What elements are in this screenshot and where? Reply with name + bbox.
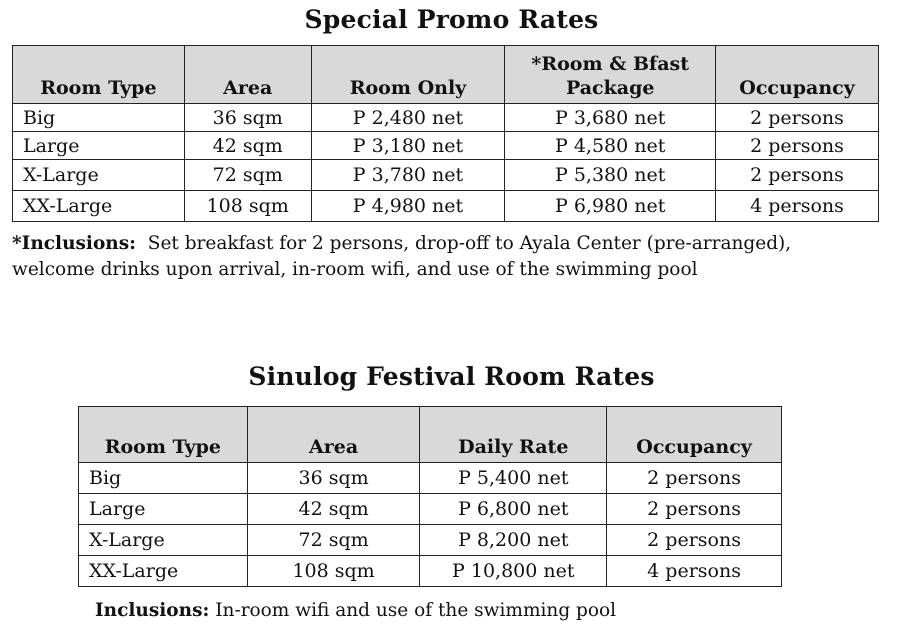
cell-package: P 6,980 net: [505, 191, 716, 222]
cell-area: 108 sqm: [184, 191, 311, 222]
sinulog-inclusions-note: [95, 598, 616, 624]
cell-room-type: XX-Large: [13, 191, 185, 222]
table-row: [13, 104, 879, 132]
cell-daily-rate: P 5,400 net: [420, 463, 607, 494]
cell-room-only: P 3,180 net: [311, 132, 505, 160]
sinulog-title: Sinulog Festival Room Rates: [248, 362, 655, 391]
cell-room-type: Large: [79, 494, 248, 525]
cell-occupancy: 4 persons: [716, 191, 879, 222]
col-header-occupancy: Occupancy: [607, 407, 782, 463]
col-header-area: Area: [247, 407, 420, 463]
inclusions-text: welcome drinks upon arrival, in-room wifi, and use of the swimming pool: [12, 259, 698, 280]
cell-room-type: Big: [13, 104, 185, 132]
cell-occupancy: 2 persons: [716, 132, 879, 160]
cell-area: 42 sqm: [247, 494, 420, 525]
table-row: [79, 556, 782, 587]
sinulog-rates-table: [78, 406, 782, 587]
cell-area: 72 sqm: [247, 525, 420, 556]
header-line: *Room & Bfast: [531, 53, 689, 75]
inclusions-label: *Inclusions:: [12, 233, 136, 254]
inclusions-text: Set breakfast for 2 persons, drop-off to Ayala Center (pre-arranged),: [147, 233, 792, 254]
col-header-occupancy: Occupancy: [716, 46, 879, 104]
table-row: [13, 160, 879, 191]
col-header-room-type: Room Type: [79, 407, 248, 463]
table-header-row: [79, 407, 782, 463]
promo-rates-table: [12, 45, 879, 222]
cell-daily-rate: P 10,800 net: [420, 556, 607, 587]
cell-occupancy: 2 persons: [607, 525, 782, 556]
cell-room-type: X-Large: [13, 160, 185, 191]
col-header-room-bfast-package: [505, 46, 716, 104]
inclusions-label: Inclusions:: [95, 600, 210, 621]
cell-room-type: Big: [79, 463, 248, 494]
cell-room-only: P 2,480 net: [311, 104, 505, 132]
cell-room-type: X-Large: [79, 525, 248, 556]
cell-package: P 4,580 net: [505, 132, 716, 160]
header-line: Package: [565, 77, 655, 99]
cell-area: 42 sqm: [184, 132, 311, 160]
col-header-room-type: Room Type: [13, 46, 185, 104]
cell-area: 108 sqm: [247, 556, 420, 587]
cell-room-only: P 3,780 net: [311, 160, 505, 191]
cell-occupancy: 4 persons: [607, 556, 782, 587]
col-header-daily-rate: Daily Rate: [420, 407, 607, 463]
cell-room-only: P 4,980 net: [311, 191, 505, 222]
promo-title: Special Promo Rates: [304, 5, 599, 34]
table-row: [79, 463, 782, 494]
col-header-room-only: Room Only: [311, 46, 505, 104]
cell-package: P 3,680 net: [505, 104, 716, 132]
cell-daily-rate: P 8,200 net: [420, 525, 607, 556]
table-row: [79, 525, 782, 556]
cell-area: 72 sqm: [184, 160, 311, 191]
promo-inclusions-note: [12, 231, 791, 283]
cell-area: 36 sqm: [247, 463, 420, 494]
table-row: [13, 132, 879, 160]
cell-occupancy: 2 persons: [607, 463, 782, 494]
inclusions-text: In-room wifi and use of the swimming pool: [215, 600, 617, 621]
cell-room-type: Large: [13, 132, 185, 160]
cell-occupancy: 2 persons: [716, 104, 879, 132]
cell-package: P 5,380 net: [505, 160, 716, 191]
table-header-row: [13, 46, 879, 104]
cell-occupancy: 2 persons: [716, 160, 879, 191]
col-header-area: Area: [184, 46, 311, 104]
cell-area: 36 sqm: [184, 104, 311, 132]
table-row: [13, 191, 879, 222]
cell-daily-rate: P 6,800 net: [420, 494, 607, 525]
cell-occupancy: 2 persons: [607, 494, 782, 525]
cell-room-type: XX-Large: [79, 556, 248, 587]
table-row: [79, 494, 782, 525]
